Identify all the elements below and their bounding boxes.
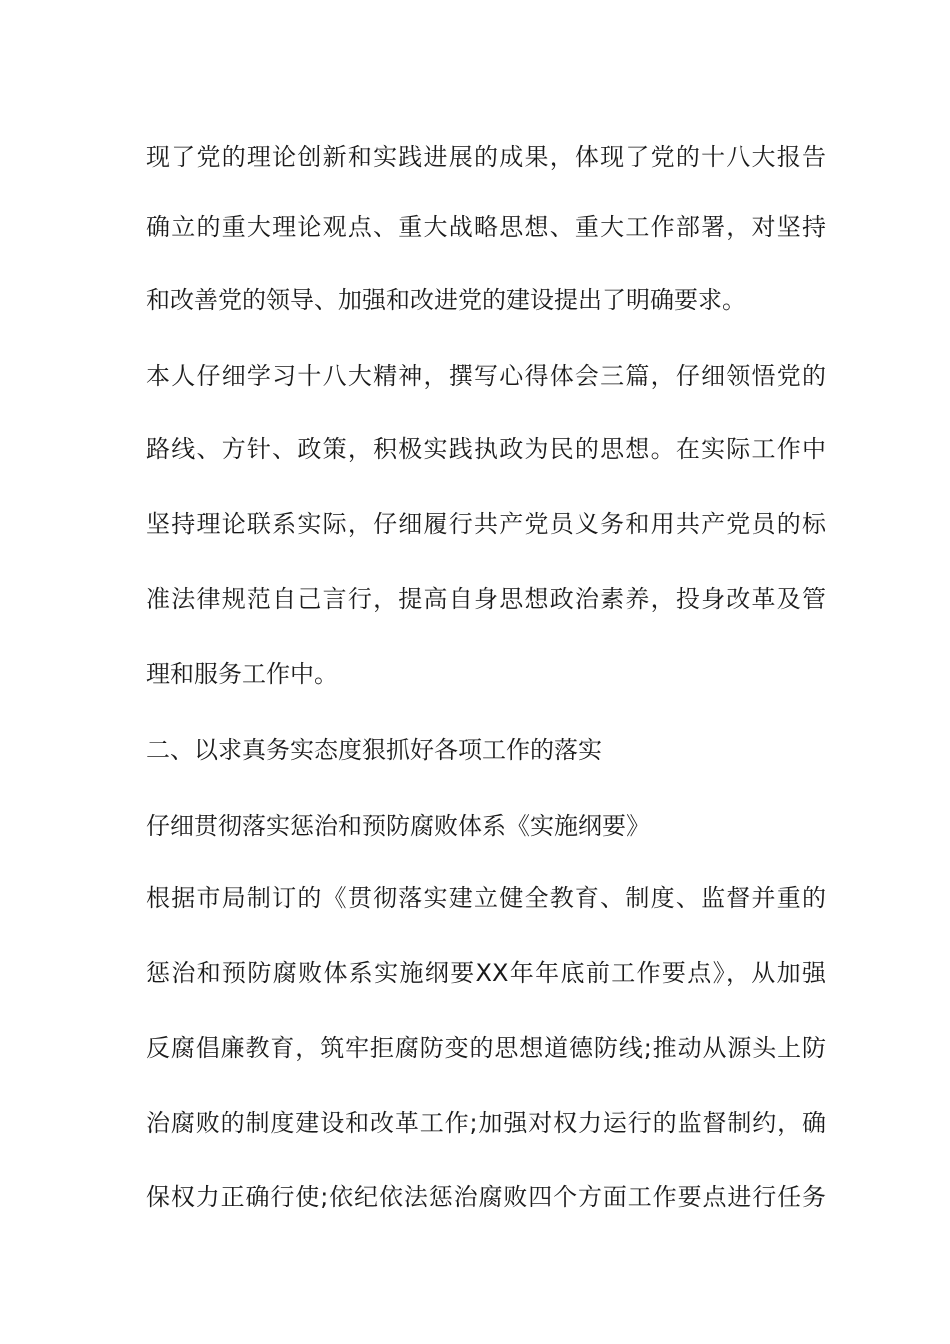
text-line: 理和服务工作中。 bbox=[146, 660, 338, 688]
text-line: 确立的重大理论观点、重大战略思想、重大工作部署，对坚持 bbox=[146, 213, 826, 241]
text-line: 坚持理论联系实际，仔细履行共产党员义务和用共产党员的标 bbox=[146, 510, 826, 538]
text-line: 根据市局制订的《贯彻落实建立健全教育、制度、监督并重的 bbox=[146, 884, 826, 912]
text-line: 现了党的理论创新和实践进展的成果，体现了党的十八大报告 bbox=[146, 143, 826, 171]
section-heading: 二、以求真务实态度狠抓好各项工作的落实 bbox=[146, 736, 602, 764]
text-line: 本人仔细学习十八大精神，撰写心得体会三篇，仔细领悟党的 bbox=[146, 362, 826, 390]
subsection-heading: 仔细贯彻落实惩治和预防腐败体系《实施纲要》 bbox=[146, 812, 650, 840]
text-line: 准法律规范自己言行，提高自身思想政治素养，投身改革及管 bbox=[146, 585, 826, 613]
text-line: 和改善党的领导、加强和改进党的建设提出了明确要求。 bbox=[146, 286, 746, 314]
text-line: 治腐败的制度建设和改革工作;加强对权力运行的监督制约，确 bbox=[146, 1109, 826, 1137]
text-line: 保权力正确行使;依纪依法惩治腐败四个方面工作要点进行任务 bbox=[146, 1183, 826, 1211]
text-line: 惩治和预防腐败体系实施纲要XX年年底前工作要点》，从加强 bbox=[146, 959, 826, 987]
text-line: 路线、方针、政策，积极实践执政为民的思想。在实际工作中 bbox=[146, 435, 826, 463]
text-line: 反腐倡廉教育，筑牢拒腐防变的思想道德防线;推动从源头上防 bbox=[146, 1034, 826, 1062]
